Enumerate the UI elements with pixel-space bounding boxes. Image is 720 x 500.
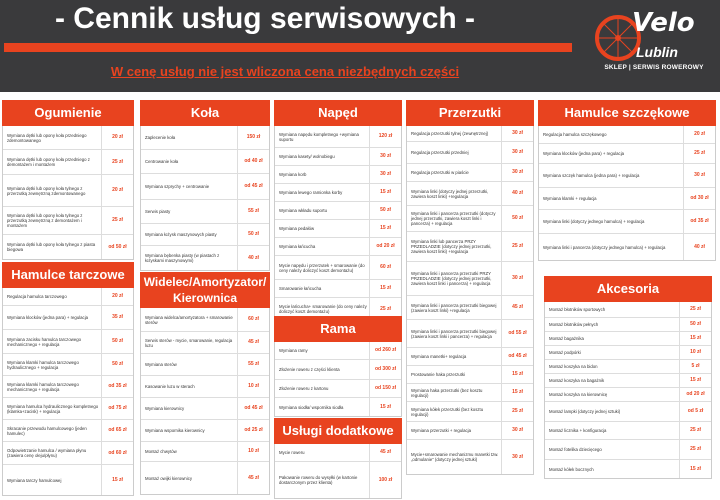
price-row bbox=[3, 420, 133, 442]
service-name: Mycie+smarowanie mechanizmu manetki tzw. „odmulanie” (dotyczy jednej sztuki) bbox=[411, 452, 499, 462]
service-price: 5 zł bbox=[679, 360, 711, 373]
service-name: Wymiana linki i pancerza (dotyczy jednego hamulca) + regulacja bbox=[543, 244, 666, 250]
price-row bbox=[539, 144, 715, 164]
service-price: 15 zł bbox=[369, 184, 401, 201]
service-price: 10 zł bbox=[237, 376, 269, 397]
price-list bbox=[274, 444, 402, 499]
price-list bbox=[406, 126, 534, 475]
service-name: Wymiana haka przerzutki (bez kosztu regulacji) bbox=[411, 387, 483, 398]
section-title: Koła bbox=[140, 100, 270, 126]
price-row bbox=[3, 376, 133, 398]
section-kola bbox=[140, 100, 270, 271]
service-price: 20 zł bbox=[101, 175, 133, 206]
service-price: 35 zł bbox=[101, 306, 133, 329]
service-name: Wymiana kasety/ wolnobiegu bbox=[279, 154, 335, 159]
service-name: Wymiana dętki lub opony koła przedniego z demontażem i montażem bbox=[7, 157, 90, 167]
price-row bbox=[539, 126, 715, 144]
service-name: Montaż koszyka na bidon bbox=[549, 364, 598, 369]
service-price: 15 zł bbox=[369, 280, 401, 297]
service-price: 25 zł bbox=[369, 298, 401, 320]
price-row bbox=[141, 398, 269, 420]
service-price: 25 zł bbox=[501, 402, 533, 421]
service-price: od 55 zł bbox=[501, 320, 533, 347]
price-row bbox=[3, 235, 133, 259]
service-price: 50 zł bbox=[101, 330, 133, 353]
price-row bbox=[407, 182, 533, 206]
section-title: Hamulce tarczowe bbox=[2, 262, 134, 288]
service-price: 15 zł bbox=[679, 460, 711, 478]
service-name: Wymiana lewego ramionka korby bbox=[279, 190, 343, 195]
page-title: - Cennik usług serwisowych - bbox=[54, 2, 476, 35]
service-price: od 45 zł bbox=[237, 398, 269, 419]
service-price: 60 zł bbox=[369, 256, 401, 279]
service-name: Wymiana linki i pancerza przerzutki (dotyczy jednej przerzutki, zawiera koszt linki i pancerza) + regulacja bbox=[411, 211, 496, 226]
price-list bbox=[538, 126, 716, 261]
service-name: Wymiana kółek przerzutki (bez kosztu regulacji) bbox=[411, 406, 484, 417]
price-row bbox=[3, 175, 133, 207]
service-price: 15 zł bbox=[679, 332, 711, 345]
service-price: 30 zł bbox=[501, 262, 533, 295]
service-name: Smarowanie łańcucha bbox=[279, 286, 322, 291]
service-name: Wymiana linki (dotyczy jednego hamulca) + regulacja bbox=[543, 219, 645, 224]
service-name: Wymiana hamulca hydraulicznego kompletnego (klamka+zacisk) + regulacja bbox=[7, 403, 99, 414]
price-row bbox=[545, 402, 711, 422]
service-name: Wymiana przerzutki + regulacja bbox=[411, 428, 472, 433]
price-row bbox=[407, 366, 533, 384]
price-row bbox=[545, 388, 711, 402]
price-row bbox=[275, 166, 401, 184]
service-price: 30 zł bbox=[369, 148, 401, 165]
service-name: Wymiana widelca/amortyzatora + smarowanie sterów bbox=[145, 314, 233, 325]
service-name: Skracanie przewodu hamulcowego (jeden hamulec) bbox=[7, 425, 87, 436]
service-price: 15 zł bbox=[679, 374, 711, 387]
price-row bbox=[141, 332, 269, 354]
service-price: 50 zł bbox=[101, 354, 133, 375]
price-row bbox=[275, 184, 401, 202]
service-price: od 40 zł bbox=[237, 150, 269, 173]
price-row bbox=[3, 442, 133, 465]
service-price: od 25 zł bbox=[237, 420, 269, 441]
service-name: Wymiana szprychy + centrowanie bbox=[145, 184, 210, 189]
logo-brand: Velo bbox=[632, 8, 695, 38]
service-name: Montaż fotelika dziecięcego bbox=[549, 447, 602, 452]
service-price: 15 zł bbox=[369, 398, 401, 416]
service-name: Serwis sterów - mycie, smarowanie, regulacja luzu bbox=[145, 337, 233, 348]
service-price: 15 zł bbox=[101, 465, 133, 495]
service-name: Wymiana zacisku hamulca tarczowego mechanicznego + regulacja bbox=[7, 336, 81, 347]
service-name: Wymiana klocków (jedna para) + regulacja bbox=[543, 151, 625, 156]
price-row bbox=[407, 384, 533, 402]
price-row bbox=[141, 308, 269, 332]
service-price: od 35 zł bbox=[101, 376, 133, 397]
service-name: Wymiana linki i pancerza przerzutki biegowej (zawiera koszt linki i pancerza) + regulacja bbox=[411, 328, 497, 339]
service-name: Regulacja przerzutki tylnej (zewnętrznej) bbox=[411, 131, 489, 136]
service-name: Wymiana klamki + regulacja bbox=[543, 196, 597, 201]
price-row bbox=[3, 398, 133, 420]
service-price: 50 zł bbox=[369, 202, 401, 219]
section-title: Widelec/Amortyzator/ Kierownica bbox=[140, 272, 270, 308]
service-price: od 5 zł bbox=[679, 402, 711, 421]
service-name: Wymiana kierownicy bbox=[145, 406, 185, 411]
service-price: 50 zł bbox=[501, 206, 533, 231]
section-ogumienie bbox=[2, 100, 134, 260]
service-name: Regulacja przerzutki przedniej bbox=[411, 150, 469, 155]
section-title: Hamulce szczękowe bbox=[538, 100, 716, 126]
service-name: Wymiana dętki lub opony koła przedniego zdemontowanego bbox=[7, 132, 87, 143]
service-price: 20 zł bbox=[101, 126, 133, 149]
service-name: Złożenie roweru z części klienta bbox=[279, 367, 340, 372]
service-price: 30 zł bbox=[683, 164, 715, 187]
section-akcesoria bbox=[544, 276, 712, 479]
service-name: Mycie napędu i przerzutek + smarowanie (do ceny należy doliczyć koszt demontażu) bbox=[279, 262, 365, 273]
section-przerzutki bbox=[406, 100, 534, 475]
price-row bbox=[275, 360, 401, 380]
price-row bbox=[407, 142, 533, 164]
price-row bbox=[539, 210, 715, 234]
service-price: 150 zł bbox=[237, 126, 269, 149]
price-row bbox=[545, 332, 711, 346]
service-name: Wymiana wspornika kierownicy bbox=[145, 428, 205, 433]
price-row bbox=[407, 402, 533, 422]
service-price: 60 zł bbox=[237, 308, 269, 331]
price-row bbox=[275, 444, 401, 462]
price-row bbox=[3, 150, 133, 175]
price-row bbox=[275, 202, 401, 220]
price-row bbox=[275, 380, 401, 398]
service-name: Regulacja przerzutki w piaście bbox=[411, 170, 469, 175]
service-price: 40 zł bbox=[237, 246, 269, 270]
service-price: 30 zł bbox=[501, 440, 533, 474]
price-notice: W cenę usług nie jest wliczona cena niezbędnych części bbox=[110, 64, 460, 79]
service-price: 45 zł bbox=[237, 332, 269, 353]
price-row bbox=[545, 374, 711, 388]
section-title: Rama bbox=[274, 316, 402, 342]
price-row bbox=[3, 330, 133, 354]
service-price: od 65 zł bbox=[101, 420, 133, 441]
price-row bbox=[141, 354, 269, 376]
service-name: Wymiana łożysk maszynowych piasty bbox=[145, 232, 217, 237]
service-price: 25 zł bbox=[101, 150, 133, 174]
service-name: Wymiana linki (dotyczy jednej przerzutki, zawiera koszt linki) +regulacja bbox=[411, 188, 489, 199]
price-row bbox=[275, 220, 401, 238]
service-name: Montaż owijki kierownicy bbox=[145, 475, 193, 481]
logo bbox=[592, 8, 716, 84]
price-row bbox=[3, 354, 133, 376]
service-price: 40 zł bbox=[501, 182, 533, 205]
service-name: Zaplecenie koła bbox=[145, 135, 176, 140]
price-row bbox=[275, 342, 401, 360]
service-name: Regulacja hamulca szczękowego bbox=[543, 132, 607, 137]
service-name: Odpowietrzanie hamulca / wymiana płynu (zawiera cenę oleju/płynu) bbox=[7, 448, 87, 458]
service-price: 50 zł bbox=[679, 318, 711, 331]
service-price: 120 zł bbox=[369, 126, 401, 147]
title-underline-bar bbox=[4, 43, 572, 52]
service-price: 20 zł bbox=[683, 126, 715, 143]
service-name: Montaż chwytów bbox=[145, 449, 177, 454]
service-price: 25 zł bbox=[501, 232, 533, 261]
service-name: Złożenie roweru z kartonu bbox=[279, 386, 329, 391]
service-name: Wymiana dętki lub opony koła tylnego z przerzutką zewnętrzną z demontażem i montażem bbox=[7, 213, 83, 228]
price-row bbox=[275, 126, 401, 148]
service-name: Wymiana bębenka piasty (w piastach z łożyskami maszynowymi) bbox=[145, 253, 220, 263]
service-price: 15 zł bbox=[369, 220, 401, 237]
service-price: 30 zł bbox=[501, 422, 533, 439]
section-title: Ogumienie bbox=[2, 100, 134, 126]
price-row bbox=[407, 296, 533, 320]
price-row bbox=[3, 126, 133, 150]
service-price: 100 zł bbox=[369, 462, 401, 498]
price-row bbox=[545, 360, 711, 374]
price-row bbox=[3, 306, 133, 330]
service-name: Centrowanie koła bbox=[145, 159, 179, 164]
service-price: 55 zł bbox=[237, 200, 269, 223]
service-price: 25 zł bbox=[683, 144, 715, 163]
price-row bbox=[407, 422, 533, 440]
service-price: od 45 zł bbox=[237, 174, 269, 199]
service-price: 25 zł bbox=[679, 302, 711, 317]
service-name: Wymiana sterów bbox=[145, 362, 177, 367]
price-row bbox=[141, 224, 269, 246]
price-row bbox=[141, 376, 269, 398]
section-uslugi-dodatkowe bbox=[274, 418, 402, 499]
price-row bbox=[141, 126, 269, 150]
section-widelec-amortyzator-kierownica bbox=[140, 272, 270, 495]
section-title: Akcesoria bbox=[544, 276, 712, 302]
service-name: Kasowanie luzu w sterach bbox=[145, 384, 195, 389]
price-row bbox=[539, 188, 715, 210]
service-price: od 45 zł bbox=[501, 348, 533, 365]
service-price: 45 zł bbox=[237, 462, 269, 494]
price-row bbox=[407, 320, 533, 348]
service-price: 50 zł bbox=[237, 224, 269, 245]
service-name: Wymiana wkładu suportu bbox=[279, 208, 327, 213]
price-row bbox=[141, 200, 269, 224]
service-name: Wymiana łańcucha bbox=[279, 244, 316, 249]
service-name: Wymiana linki i pancerza przerzutki biegowej (zawiera koszt linki) +regulacja bbox=[411, 302, 497, 313]
section-hamulce-szczekowe bbox=[538, 100, 716, 261]
section-title: Usługi dodatkowe bbox=[274, 418, 402, 444]
service-price: 30 zł bbox=[369, 166, 401, 183]
price-row bbox=[141, 246, 269, 270]
price-list bbox=[140, 126, 270, 271]
service-price: 30 zł bbox=[501, 126, 533, 141]
price-row bbox=[407, 440, 533, 474]
service-name: Wymiana pedałów bbox=[279, 226, 315, 231]
price-row bbox=[141, 462, 269, 494]
service-name: Wymiana linki lub pancerza PRZY PRZEDLADZIE (dotyczy jednej przerzutki, zawiera koszt linki) +regulacja bbox=[411, 239, 492, 254]
price-row bbox=[407, 206, 533, 232]
price-row bbox=[407, 232, 533, 262]
price-row bbox=[407, 164, 533, 182]
price-row bbox=[275, 280, 401, 298]
service-name: Mycie łańcucha+ smarowanie (do ceny należy doliczyć koszt demontażu) bbox=[279, 304, 367, 314]
service-price: od 20 zł bbox=[369, 238, 401, 255]
service-name: Wymiana dętki lub opony koła tylnego z piasta biegowa bbox=[7, 242, 96, 252]
price-row bbox=[3, 288, 133, 306]
section-title: Napęd bbox=[274, 100, 402, 126]
service-name: Montaż podpórki bbox=[549, 350, 581, 355]
price-row bbox=[141, 420, 269, 442]
service-price: od 60 zł bbox=[101, 442, 133, 464]
price-row bbox=[545, 460, 711, 478]
price-row bbox=[275, 238, 401, 256]
service-price: 15 zł bbox=[501, 384, 533, 401]
service-name: Montaż bagażnika bbox=[549, 336, 584, 341]
section-rama bbox=[274, 316, 402, 417]
service-name: Wymiana napędu kompletnego +wymiana suportu bbox=[279, 131, 359, 142]
service-price: od 20 zł bbox=[679, 388, 711, 401]
service-price: 55 zł bbox=[237, 354, 269, 375]
service-price: 30 zł bbox=[501, 142, 533, 163]
service-price: od 260 zł bbox=[369, 342, 401, 359]
service-price: 15 zł bbox=[501, 366, 533, 383]
service-name: Regulacja hamulca tarczowego bbox=[7, 294, 67, 299]
price-row bbox=[407, 262, 533, 296]
price-row bbox=[275, 256, 401, 280]
service-name: Wymiana siodła/ wspornika siodła bbox=[279, 404, 344, 410]
price-row bbox=[407, 126, 533, 142]
service-name: Wymiana manetki+ regulacja bbox=[411, 354, 467, 359]
service-price: 10 zł bbox=[679, 346, 711, 359]
price-row bbox=[545, 318, 711, 332]
section-title: Przerzutki bbox=[406, 100, 534, 126]
price-row bbox=[141, 442, 269, 462]
service-price: od 300 zł bbox=[369, 360, 401, 379]
service-name: Wymiana tarczy hamulcowej bbox=[7, 477, 62, 483]
service-name: Pakowanie roweru do wysyłki (w kartonie dostarczonym przez klienta) bbox=[279, 475, 358, 485]
price-row bbox=[407, 348, 533, 366]
service-name: Montaż lampki (dotyczy jednej sztuki) bbox=[549, 409, 621, 414]
price-list bbox=[274, 342, 402, 417]
service-price: 25 zł bbox=[679, 422, 711, 439]
page-header bbox=[0, 0, 720, 92]
service-price: 30 zł bbox=[501, 164, 533, 181]
price-row bbox=[545, 422, 711, 440]
price-row bbox=[275, 398, 401, 416]
service-price: 40 zł bbox=[683, 234, 715, 260]
price-row bbox=[3, 207, 133, 235]
service-price: 20 zł bbox=[101, 288, 133, 305]
service-name: Wymiana ramy bbox=[279, 348, 308, 353]
price-list bbox=[544, 302, 712, 479]
logo-tagline: SKLEP | SERWIS ROWEROWY bbox=[604, 64, 704, 71]
service-name: Prostowanie haka przerzutki bbox=[411, 372, 465, 377]
price-list bbox=[140, 308, 270, 495]
service-price: 45 zł bbox=[369, 444, 401, 461]
price-list bbox=[2, 288, 134, 496]
price-row bbox=[275, 148, 401, 166]
service-price: 25 zł bbox=[679, 440, 711, 459]
price-row bbox=[539, 164, 715, 188]
service-name: Montaż koszyka na bagażnik bbox=[549, 378, 605, 383]
service-name: Montaż kółek bocznych bbox=[549, 466, 594, 472]
service-price: 25 zł bbox=[101, 207, 133, 234]
service-name: Wymiana dętki lub opony koła tylnego z przerzutką zewnętrzną zdemontowanego bbox=[7, 185, 86, 196]
service-price: 10 zł bbox=[237, 442, 269, 461]
service-name: Montaż koszyka na kierownicę bbox=[549, 392, 608, 397]
price-row bbox=[545, 440, 711, 460]
service-name: Mycie roweru bbox=[279, 450, 305, 455]
price-row bbox=[3, 465, 133, 495]
service-name: Montaż licznika + konfiguracja bbox=[549, 428, 607, 433]
price-row bbox=[545, 302, 711, 318]
price-list bbox=[2, 126, 134, 260]
price-row bbox=[275, 462, 401, 498]
service-price: od 75 zł bbox=[101, 398, 133, 419]
service-price: od 50 zł bbox=[101, 235, 133, 259]
section-naped bbox=[274, 100, 402, 321]
service-name: Wymiana linki i pancerza przerzutki PRZY PRZEDLADZIE (dotyczy jednej przerzutki, zawiera koszt linki i pancerza) + regulacja bbox=[411, 271, 492, 286]
price-row bbox=[141, 174, 269, 200]
service-name: Montaż błotników sportowych bbox=[549, 307, 606, 312]
price-row bbox=[539, 234, 715, 260]
service-price: od 150 zł bbox=[369, 380, 401, 397]
price-list bbox=[274, 126, 402, 321]
price-row bbox=[545, 346, 711, 360]
service-price: od 35 zł bbox=[683, 210, 715, 233]
logo-city: Lublin bbox=[636, 44, 678, 60]
service-name: Wymiana klamki hamulca tarczowego hydraulicznego + regulacja bbox=[7, 359, 79, 370]
service-name: Serwis piasty bbox=[145, 209, 171, 214]
service-name: Wymiana szczęk hamulca (jedna para) + regulacja bbox=[543, 173, 640, 178]
service-name: Montaż błotników pełnych bbox=[549, 322, 599, 327]
service-name: Wymiana korb bbox=[279, 172, 307, 177]
section-hamulce-tarczowe bbox=[2, 262, 134, 496]
service-name: Wymiana klamki hamulca tarczowego mechanicznego + regulacja bbox=[7, 381, 79, 392]
service-name: Wymiana klocków (jedna para) + regulacja bbox=[7, 315, 89, 320]
price-row bbox=[141, 150, 269, 174]
service-price: od 30 zł bbox=[683, 188, 715, 209]
service-price: 45 zł bbox=[501, 296, 533, 319]
